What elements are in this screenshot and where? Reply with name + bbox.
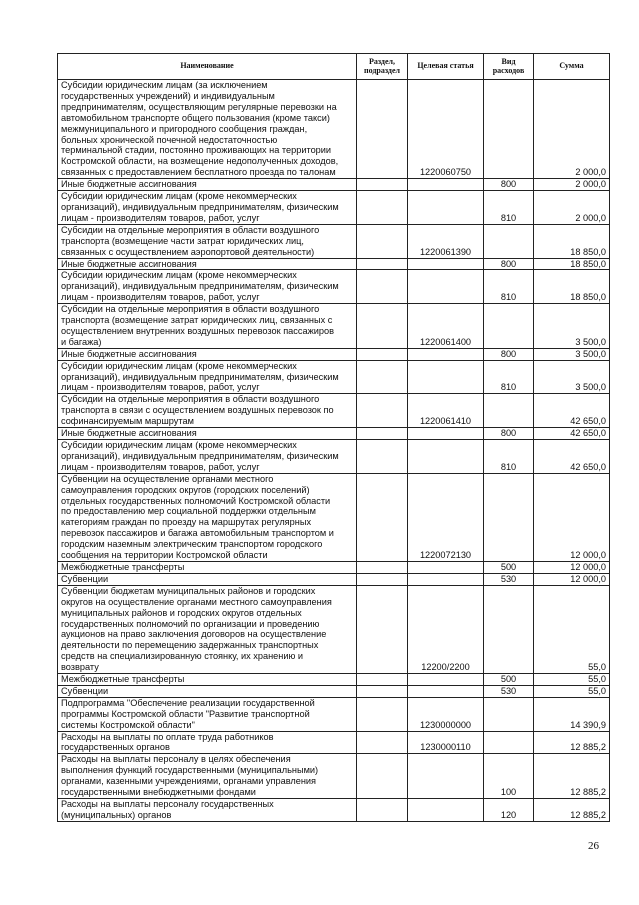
row-expense-type: 500 (484, 674, 534, 686)
row-name: Субсидии юридическим лицам (за исключением государственных учреждений) и индивидуальным предпринимателям, осуществляющим регулярные перевозки на автомобильном транспорте общего пользования (кроме такси) межмуниципального и пригородного сообщения граждан, больных хронической почечной недостаточностью терминальной стадии, постоянно проживающих на территории Костромской области, на возмещение недополученных доходов, связанных с предоставлением бесплатного проезда по талонам (58, 80, 357, 179)
row-section (357, 585, 408, 673)
row-section (357, 561, 408, 573)
row-name: Субсидии на отдельные мероприятия в области воздушного транспорта в связи с осуществлением воздушных перевозок по софинансируемым маршрутам (58, 394, 357, 428)
row-sum: 2 000,0 (534, 179, 610, 191)
table-row (58, 179, 610, 191)
row-section (357, 80, 408, 179)
row-expense-type: 100 (484, 754, 534, 799)
row-sum: 18 850,0 (534, 224, 610, 258)
row-target-code: 1230000110 (408, 731, 484, 754)
table-body (58, 80, 610, 822)
row-target-code (408, 440, 484, 474)
row-name: Субсидии юридическим лицам (кроме некоммерческих организаций), индивидуальным предпринимателям, физическим лицам - производителям товаров, работ, услуг (58, 440, 357, 474)
row-sum: 42 650,0 (534, 394, 610, 428)
row-section (357, 473, 408, 561)
row-sum: 3 500,0 (534, 348, 610, 360)
row-section (357, 304, 408, 349)
row-target-code (408, 428, 484, 440)
page-number: 26 (588, 840, 599, 852)
row-name: Субвенции бюджетам муниципальных районов и городских округов на осуществление органами местного самоуправления муниципальных районов и городских округов отдельных государственных полномочий по организации и проведению аукционов на право заключения договоров на осуществление деятельности по перемещению задержанных транспортных средств на специализированную стоянку, их хранению и возврату (58, 585, 357, 673)
row-sum: 55,0 (534, 585, 610, 673)
row-section (357, 697, 408, 731)
row-expense-type: 800 (484, 258, 534, 270)
row-target-code: 1220072130 (408, 473, 484, 561)
row-expense-type (484, 80, 534, 179)
table-row (58, 674, 610, 686)
table-row (58, 473, 610, 561)
table-row (58, 754, 610, 799)
row-sum: 18 850,0 (534, 258, 610, 270)
header-section: Раздел, подраздел (357, 54, 408, 80)
row-target-code: 1220061390 (408, 224, 484, 258)
table-row (58, 348, 610, 360)
row-name: Расходы на выплаты персоналу в целях обеспечения выполнения функций государственными (муниципальными) органами, казенными учреждениями, органами управления государственными внебюджетными фондами (58, 754, 357, 799)
row-section (357, 799, 408, 822)
table-row (58, 191, 610, 225)
row-expense-type: 120 (484, 799, 534, 822)
row-target-code (408, 179, 484, 191)
table-row (58, 799, 610, 822)
row-target-code: 1220061400 (408, 304, 484, 349)
table-row (58, 258, 610, 270)
row-expense-type: 500 (484, 561, 534, 573)
table-row (58, 697, 610, 731)
row-sum: 12 885,2 (534, 754, 610, 799)
row-sum: 55,0 (534, 685, 610, 697)
row-section (357, 258, 408, 270)
row-sum: 42 650,0 (534, 428, 610, 440)
row-name: Расходы на выплаты персоналу государственных (муниципальных) органов (58, 799, 357, 822)
row-name: Межбюджетные трансферты (58, 561, 357, 573)
row-target-code (408, 348, 484, 360)
row-section (357, 674, 408, 686)
row-target-code (408, 674, 484, 686)
row-target-code (408, 191, 484, 225)
table-row (58, 80, 610, 179)
row-section (357, 685, 408, 697)
row-section (357, 224, 408, 258)
row-section (357, 394, 408, 428)
row-target-code: 1230000000 (408, 697, 484, 731)
row-target-code: 12200/2200 (408, 585, 484, 673)
row-expense-type: 810 (484, 360, 534, 394)
row-sum: 2 000,0 (534, 80, 610, 179)
row-expense-type (484, 473, 534, 561)
row-expense-type: 530 (484, 685, 534, 697)
row-expense-type: 810 (484, 440, 534, 474)
row-target-code (408, 573, 484, 585)
table-row (58, 731, 610, 754)
row-section (357, 179, 408, 191)
table-row (58, 440, 610, 474)
row-section (357, 428, 408, 440)
row-name: Иные бюджетные ассигнования (58, 428, 357, 440)
row-name: Расходы на выплаты по оплате труда работников государственных органов (58, 731, 357, 754)
row-sum: 14 390,9 (534, 697, 610, 731)
row-expense-type (484, 224, 534, 258)
row-expense-type: 530 (484, 573, 534, 585)
row-expense-type: 810 (484, 270, 534, 304)
row-sum: 18 850,0 (534, 270, 610, 304)
row-name: Субсидии юридическим лицам (кроме некоммерческих организаций), индивидуальным предпринимателям, физическим лицам - производителям товаров, работ, услуг (58, 360, 357, 394)
row-section (357, 731, 408, 754)
row-target-code (408, 360, 484, 394)
table-row (58, 394, 610, 428)
row-expense-type (484, 394, 534, 428)
row-expense-type (484, 697, 534, 731)
row-name: Межбюджетные трансферты (58, 674, 357, 686)
header-sum: Сумма (534, 54, 610, 80)
table-row (58, 428, 610, 440)
row-sum: 12 885,2 (534, 799, 610, 822)
row-name: Иные бюджетные ассигнования (58, 348, 357, 360)
budget-table (57, 53, 610, 822)
row-name: Субвенции на осуществление органами местного самоуправления городских округов (городских поселений) отдельных государственных полномочий Костромской области по предоставлению мер социальной поддержки отдельным категориям граждан по проезду на маршрутах регулярных перевозок пассажиров и багажа автомобильным транспортом и городским наземным электрическим транспортом городского сообщения на территории Костромской области (58, 473, 357, 561)
row-name: Субвенции (58, 685, 357, 697)
row-expense-type (484, 304, 534, 349)
row-expense-type: 800 (484, 179, 534, 191)
row-name: Иные бюджетные ассигнования (58, 179, 357, 191)
row-expense-type (484, 585, 534, 673)
row-target-code (408, 685, 484, 697)
row-sum: 3 500,0 (534, 304, 610, 349)
row-sum: 12 000,0 (534, 473, 610, 561)
row-section (357, 348, 408, 360)
row-expense-type: 800 (484, 428, 534, 440)
table-row (58, 304, 610, 349)
row-target-code: 1220061410 (408, 394, 484, 428)
row-sum: 12 000,0 (534, 561, 610, 573)
header-name: Наименование (58, 54, 357, 80)
row-section (357, 191, 408, 225)
row-section (357, 360, 408, 394)
row-name: Субсидии юридическим лицам (кроме некоммерческих организаций), индивидуальным предпринимателям, физическим лицам - производителям товаров, работ, услуг (58, 191, 357, 225)
row-target-code (408, 258, 484, 270)
row-target-code: 1220060750 (408, 80, 484, 179)
table-row (58, 224, 610, 258)
table-row (58, 360, 610, 394)
row-name: Подпрограмма "Обеспечение реализации государственной программы Костромской области "Развитие транспортной системы Костромской области" (58, 697, 357, 731)
row-expense-type (484, 731, 534, 754)
row-sum: 12 885,2 (534, 731, 610, 754)
table-row (58, 585, 610, 673)
row-target-code (408, 270, 484, 304)
row-target-code (408, 561, 484, 573)
row-section (357, 573, 408, 585)
header-expense-type: Вид расходов (484, 54, 534, 80)
table-row (58, 561, 610, 573)
row-section (357, 270, 408, 304)
row-name: Иные бюджетные ассигнования (58, 258, 357, 270)
row-expense-type: 800 (484, 348, 534, 360)
row-sum: 12 000,0 (534, 573, 610, 585)
row-name: Субсидии на отдельные мероприятия в области воздушного транспорта (возмещение части затрат юридических лиц, связанных с осуществлением аэропортовой деятельности) (58, 224, 357, 258)
table-header-row (58, 54, 610, 80)
row-sum: 3 500,0 (534, 360, 610, 394)
header-target: Целевая статья (408, 54, 484, 80)
row-section (357, 440, 408, 474)
row-section (357, 754, 408, 799)
row-name: Субсидии на отдельные мероприятия в области воздушного транспорта (возмещение затрат юридических лиц, связанных с осуществлением внутренних воздушных перевозок пассажиров и багажа) (58, 304, 357, 349)
table-row (58, 685, 610, 697)
row-expense-type: 810 (484, 191, 534, 225)
table-row (58, 270, 610, 304)
row-sum: 42 650,0 (534, 440, 610, 474)
row-sum: 2 000,0 (534, 191, 610, 225)
row-target-code (408, 754, 484, 799)
row-sum: 55,0 (534, 674, 610, 686)
row-name: Субвенции (58, 573, 357, 585)
row-target-code (408, 799, 484, 822)
table-row (58, 573, 610, 585)
row-name: Субсидии юридическим лицам (кроме некоммерческих организаций), индивидуальным предпринимателям, физическим лицам - производителям товаров, работ, услуг (58, 270, 357, 304)
